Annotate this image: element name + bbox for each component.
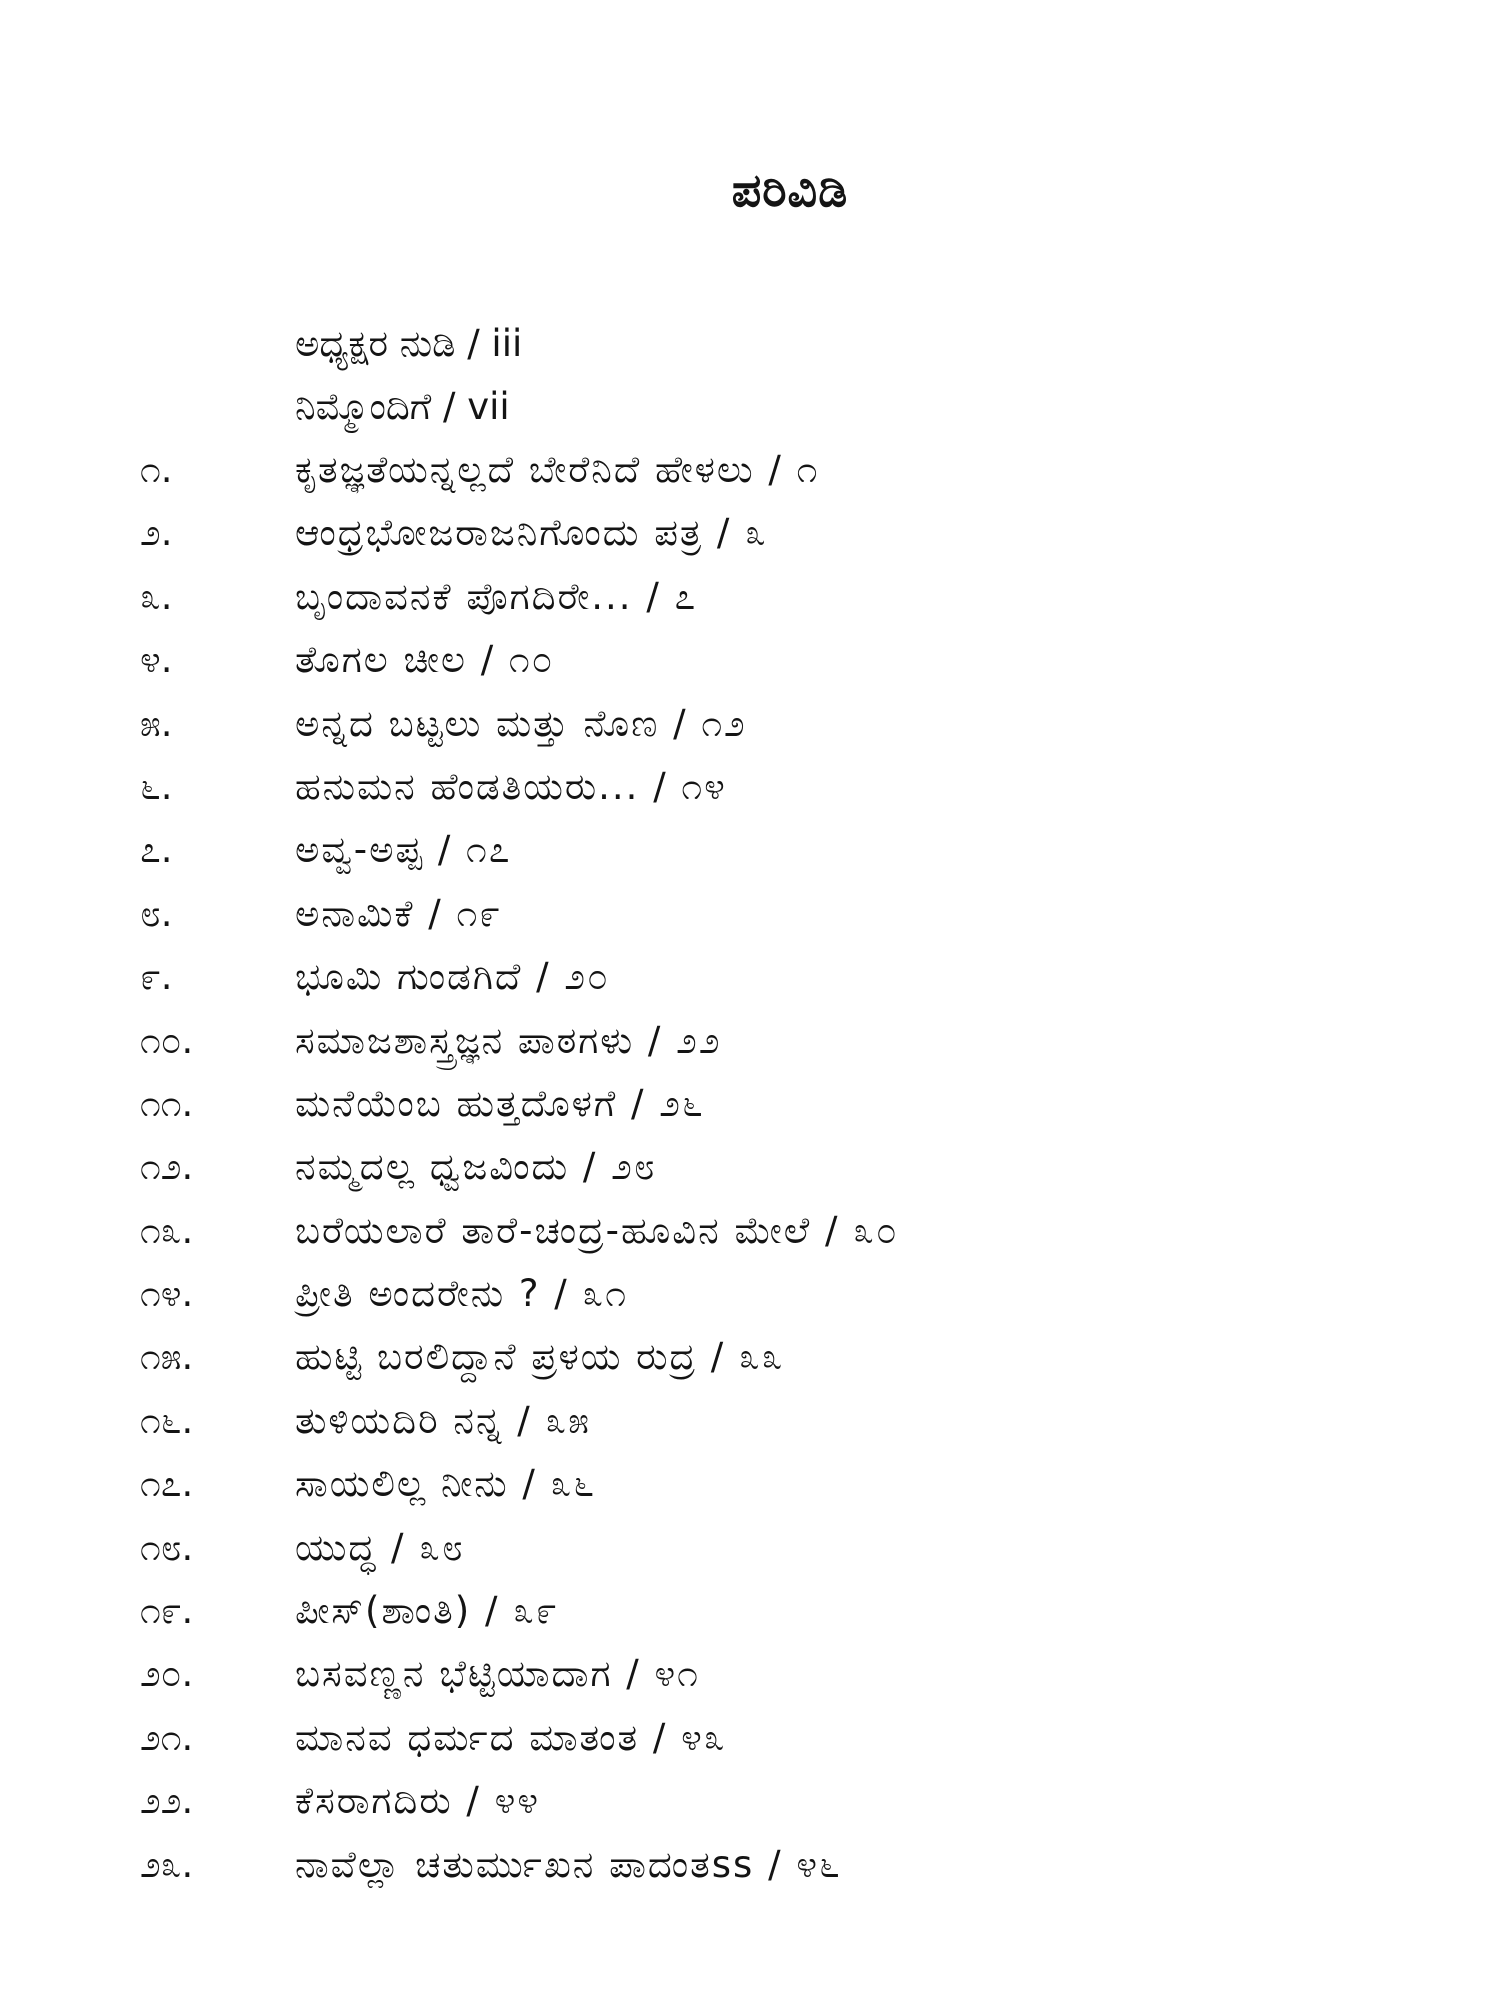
front-matter-item: ಅಧ್ಯಕ್ಷರ ನುಡಿ / iii bbox=[295, 322, 523, 365]
toc-entry: ಆಂಧ್ರಭೋಜರಾಜನಿಗೊಂದು ಪತ್ರ / ೩ bbox=[295, 511, 768, 555]
toc-number: ೨೩. bbox=[140, 1842, 194, 1886]
toc-row bbox=[140, 755, 899, 818]
toc-number: ೮. bbox=[140, 891, 173, 935]
toc-number: ೧೪. bbox=[140, 1272, 194, 1316]
toc-entry: ಅನ್ನದ ಬಟ್ಟಲು ಮತ್ತು ನೊಣ / ೧೨ bbox=[295, 701, 747, 745]
toc-row bbox=[140, 692, 899, 755]
toc-number: ೧೩. bbox=[140, 1208, 194, 1252]
toc-row bbox=[140, 1833, 899, 1896]
toc-number: ೨. bbox=[140, 511, 173, 555]
toc-number: ೪. bbox=[140, 638, 173, 682]
toc-entry: ಬರೆಯಲಾರೆ ತಾರೆ-ಚಂದ್ರ-ಹೂವಿನ ಮೇಲೆ / ೩೦ bbox=[295, 1208, 899, 1252]
toc-row bbox=[140, 1642, 899, 1705]
toc-row bbox=[140, 1009, 899, 1072]
toc-entry: ಕೆಸರಾಗದಿರು / ೪೪ bbox=[295, 1779, 541, 1823]
toc-entry: ಅನಾಮಿಕೆ / ೧೯ bbox=[295, 891, 502, 935]
toc-number: ೧೮. bbox=[140, 1525, 194, 1569]
toc-row bbox=[140, 1706, 899, 1769]
toc-row bbox=[140, 945, 899, 1008]
toc-number: ೨೧. bbox=[140, 1715, 194, 1759]
toc-entry: ತುಳಿಯದಿರಿ ನನ್ನ / ೩೫ bbox=[295, 1398, 591, 1442]
toc-entry: ಪ್ರೀತಿ ಅಂದರೇನು ? / ೩೧ bbox=[295, 1272, 628, 1316]
toc-row bbox=[140, 501, 899, 564]
toc-number: ೧. bbox=[140, 448, 173, 491]
toc-number: ೬. bbox=[140, 764, 173, 808]
toc-row bbox=[140, 1325, 899, 1388]
toc-number: ೧೯. bbox=[140, 1589, 194, 1633]
toc-entry: ಬಸವಣ್ಣನ ಭೆಟ್ಟಿಯಾದಾಗ / ೪೧ bbox=[295, 1652, 700, 1696]
toc-row bbox=[140, 1516, 899, 1579]
toc-entry: ಮನೆಯೆಂಬ ಹುತ್ತದೊಳಗೆ / ೨೬ bbox=[295, 1081, 705, 1125]
toc-entry: ಮಾನವ ಧರ್ಮದ ಮಾತಂತ / ೪೩ bbox=[295, 1715, 727, 1759]
toc-entry: ಪೀಸ್(ಶಾಂತಿ) / ೩೯ bbox=[295, 1589, 559, 1633]
toc-entry: ನಾವೆಲ್ಲಾ ಚತುರ್ಮುಖನ ಪಾದಂತss / ೪೬ bbox=[295, 1842, 842, 1886]
toc-row bbox=[140, 1389, 899, 1452]
toc-entry: ಯುದ್ಧ / ೩೮ bbox=[295, 1525, 465, 1569]
toc-row bbox=[140, 1199, 899, 1262]
toc-row bbox=[140, 1262, 899, 1325]
toc-row bbox=[140, 438, 899, 501]
toc-number: ೯. bbox=[140, 955, 173, 999]
toc-entry: ಹುಟ್ಟಿ ಬರಲಿದ್ದಾನೆ ಪ್ರಳಯ ರುದ್ರ / ೩೩ bbox=[295, 1335, 785, 1379]
toc-entry: ಬೃಂದಾವನಕೆ ಪೊಗದಿರೇ... / ೭ bbox=[295, 574, 698, 618]
toc-entry: ತೊಗಲ ಚೀಲ / ೧೦ bbox=[295, 638, 555, 682]
toc-row bbox=[140, 1769, 899, 1832]
toc-entry: ಸಾಯಲಿಲ್ಲ ನೀನು / ೩೬ bbox=[295, 1462, 597, 1506]
toc-row bbox=[140, 1579, 899, 1642]
table-of-contents bbox=[140, 438, 899, 1896]
toc-row bbox=[140, 1452, 899, 1515]
front-matter-list bbox=[295, 312, 522, 438]
toc-number: ೧೧. bbox=[140, 1081, 194, 1125]
toc-number: ೧೭. bbox=[140, 1462, 194, 1506]
toc-number: ೫. bbox=[140, 701, 173, 745]
toc-number: ೨೨. bbox=[140, 1779, 194, 1823]
toc-entry: ಕೃತಜ್ಞತೆಯನ್ನಲ್ಲದೆ ಬೇರೆನಿದೆ ಹೇಳಲು / ೧ bbox=[295, 448, 820, 491]
toc-entry: ಭೂಮಿ ಗುಂಡಗಿದೆ / ೨೦ bbox=[295, 955, 610, 999]
toc-number: ೩. bbox=[140, 574, 173, 618]
toc-row bbox=[140, 818, 899, 881]
toc-row bbox=[140, 882, 899, 945]
toc-entry: ಅವ್ವ-ಅಪ್ಪ / ೧೭ bbox=[295, 828, 512, 872]
toc-entry: ನಮ್ಮದಲ್ಲ ಧ್ವಜವಿಂದು / ೨೮ bbox=[295, 1145, 657, 1189]
page-title: ಪರಿವಿಡಿ bbox=[731, 163, 849, 217]
toc-number: ೧೫. bbox=[140, 1335, 194, 1379]
front-matter-item: ನಿಮ್ಮೊಂದಿಗೆ / vii bbox=[295, 385, 510, 428]
toc-number: ೨೦. bbox=[140, 1652, 194, 1696]
toc-number: ೭. bbox=[140, 828, 173, 872]
toc-entry: ಹನುಮನ ಹೆಂಡತಿಯರು... / ೧೪ bbox=[295, 764, 727, 808]
toc-number: ೧೦. bbox=[140, 1018, 194, 1062]
toc-row bbox=[140, 565, 899, 628]
toc-number: ೧೬. bbox=[140, 1398, 194, 1442]
toc-number: ೧೨. bbox=[140, 1145, 194, 1189]
toc-row bbox=[140, 1135, 899, 1198]
toc-entry: ಸಮಾಜಶಾಸ್ತ್ರಜ್ಞನ ಪಾಠಗಳು / ೨೨ bbox=[295, 1018, 722, 1062]
toc-row bbox=[140, 628, 899, 691]
toc-row bbox=[140, 1072, 899, 1135]
